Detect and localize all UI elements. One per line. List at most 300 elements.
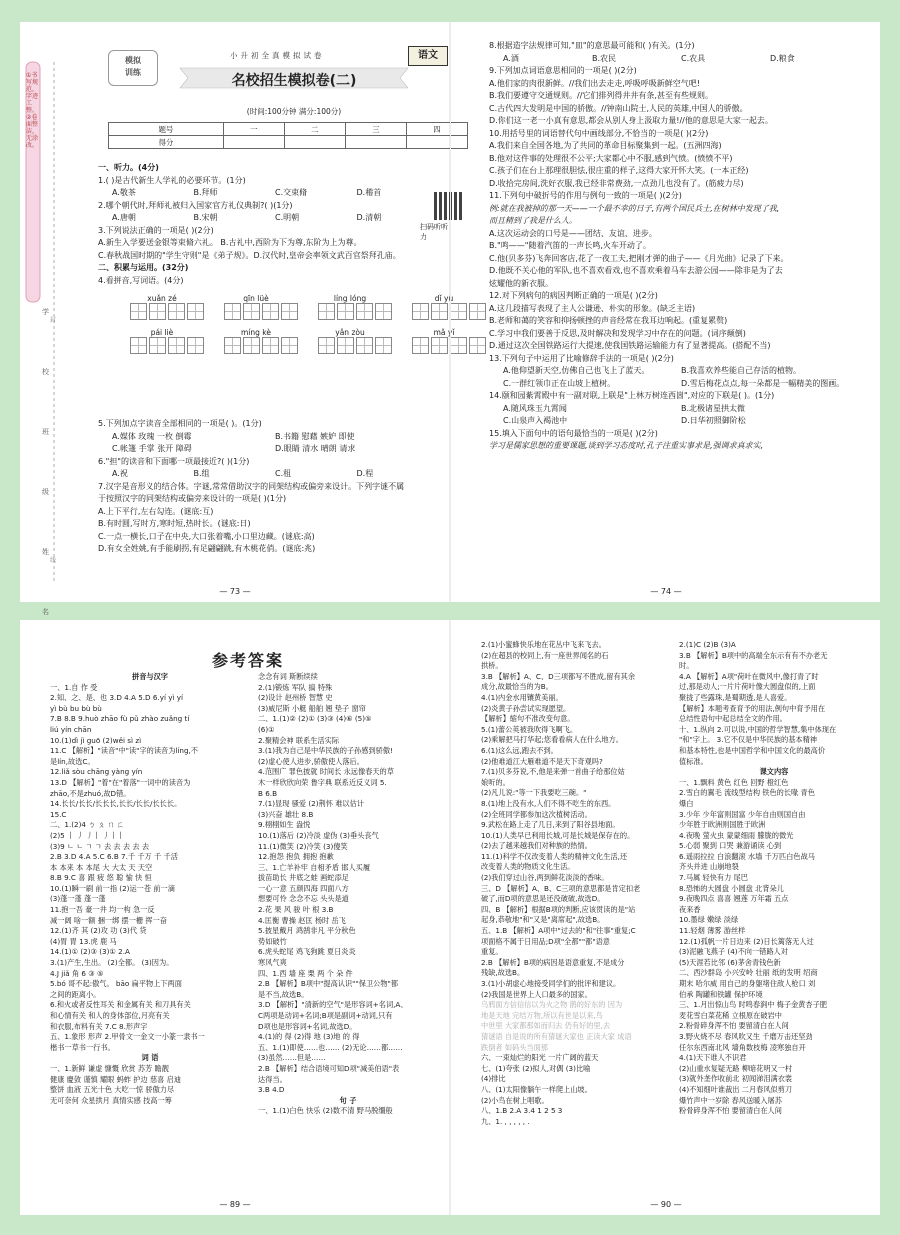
answer-line: 2.聚精会神 联系生活实际 <box>258 735 340 745</box>
answer-line: 之间的距离小。 <box>50 989 101 999</box>
option-text: C.明朝 <box>275 213 300 222</box>
answer-line: 3.野火烧不尽 春风吹又生 千磨万击还坚劲 <box>679 1031 813 1041</box>
question-line-options <box>98 443 438 456</box>
pinyin-grid <box>112 294 506 354</box>
answer-line: 7.(1)贝多芬说,不,他是来弹一首曲子给那位姑 <box>481 767 625 777</box>
answer-line: 9.栩栩如生 盎悦 <box>258 820 311 830</box>
answer-line: (2)山重水复疑无路 柳暗花明又一村 <box>679 1063 793 1073</box>
option-text: A.媒体 玫瑰 一枚 倒霉 <box>112 431 192 441</box>
answer-line: 10.(1)瞬一刷 前一指 (2)运一苍 前一滴 <box>50 883 175 893</box>
answer-line: 3.B 【解析】B项中的高端全东示有有不办老无 <box>679 650 828 660</box>
answer-line: 2.花 果 风 骏 叶 根 3.B <box>258 905 334 915</box>
answer-column-2 <box>258 672 438 1215</box>
question-line: A.新生入学要送金银等束脩六礼。 B.古礼中,西阶为下为尊,东阶为上为尊。 <box>98 238 362 247</box>
option-text: B.拜师 <box>193 188 218 197</box>
answer-line: (2)乘解把马打华起;您看看病人在什么地方。 <box>481 735 623 745</box>
answer-line: 四、1.西 墙 座 栗 两 个 朵 件 <box>258 968 353 978</box>
question-line-options <box>98 431 438 444</box>
question-line: C.一点一横长,口子在中央,大口张着嘴,小口里边藏。(谜底:高) <box>98 531 315 541</box>
pinyin-text: míng kè <box>241 328 271 337</box>
question-line: C.春秋战国时期的"学生守则"是《弟子规》。D.汉代时,皇帝会率领文武百官祭拜孔庙。 <box>98 250 401 260</box>
svg-text:封: 封 <box>50 317 57 324</box>
answer-line: 整饼 血液 五光十色 大吃一惊 骄傲力尽 <box>50 1085 175 1095</box>
answer-line: 13.D 【解析】"着"在"着落"一词中的读音为 <box>50 777 191 787</box>
question-line: 一、听力。(4分) <box>98 163 159 172</box>
answer-line: 二、西沙群岛 小兴安岭 壮丽 纸的发明 绍商 <box>679 968 818 978</box>
answer-line: 五、1.(1)即使……也…… (2)无论……都…… <box>258 1042 403 1052</box>
subject-badge: 语文 <box>408 46 448 66</box>
option-text: C.租 <box>275 469 292 478</box>
answer-line: 项面格不属于日用品;D项"全都""都"语意 <box>481 936 610 946</box>
answer-line: zhāo,不是zhuó,故D错。 <box>50 788 131 798</box>
question-line: B."鸣——"随着汽笛的一声长鸣,火车开动了。 <box>489 241 651 250</box>
answer-line: 10.(1)dì jì guō (2)wěi sì zì <box>50 735 142 745</box>
answer-line: 4.夜晚 萤火虫 蒙蒙细雨 朦胧的微光 <box>679 830 794 840</box>
question-line: B.有时圆,写时方,寒时短,热时长。(谜底:日) <box>98 519 251 528</box>
answer-line: 2.知、之、是、也 3.D 4.A 5.D 6.yí yì yí <box>50 693 184 703</box>
question-line: 4.看拼音,写词语。(4分) <box>98 275 184 285</box>
answer-line: 14.(1)① (2)③ (3)① 2.A <box>50 947 130 957</box>
answer-line: 3.D 【解析】"清新的空气"是形容词+名词,A、 <box>258 1000 408 1010</box>
field-class: 班级 <box>42 428 49 496</box>
answer-line: 5.心弱 聚到 口哭 兼游诵读 心到 <box>679 841 782 851</box>
question-line: 3.下列说法正确的一项是( )(2分) <box>98 225 214 235</box>
answer-line: 乌鸦面方信信信以为火之物 鹊的好东的 因为 <box>481 1000 623 1010</box>
answer-line: 二、1.(2)4 ㄅ ㄆ ㄇ ㄈ <box>50 820 124 830</box>
question-line-options <box>489 365 859 378</box>
answer-line: 3.(1)我为自己是中华民族的子孙感到骄傲! <box>258 746 393 756</box>
pinyin-item <box>130 294 224 320</box>
answer-line: 值标准。 <box>679 756 708 766</box>
question-line: 5.下列加点字读音全部相同的一项是( )。(1分) <box>98 419 262 428</box>
answer-line: 任尔东西南北风 墙角数枝梅 凌寒独自开 <box>679 1042 806 1052</box>
section-heading: 词 语 <box>141 1053 159 1063</box>
answer-line: "和"字上。 3.它不仅是中华民族的基本精神 <box>679 735 817 745</box>
pinyin-text: dǐ yù <box>434 294 454 303</box>
option-text: D.粮食 <box>770 53 795 63</box>
question-line: D.他既不关心他的军队,也不喜欢看戏,也不喜欢乘着马车去游公园——除非是为了去 <box>489 266 783 275</box>
answer-line: 期末 哈尔威 用自己的身躯堵住敌人枪口 刘 <box>679 979 816 988</box>
answer-line: 2.雪白的翼毛 流线型结构 铁色的长喙 青色 <box>679 788 815 798</box>
answer-line: (2)全班同学都参加这次植树活动。 <box>481 809 592 819</box>
answer-line: 减一阔 啥一额 捆一绑 摆一栅 挥一奋 <box>50 915 167 925</box>
answer-line: 和衣服,布料有关 7.C 8.形声字 <box>50 1021 148 1031</box>
answer-line: (2)我们穿过山谷,两到鲜花淡淡的香味。 <box>481 873 609 883</box>
question-line: 7.汉字是音形义的结合体。字谜,常常借助汉字的同架结构或偏旁来设计。下列字谜不属 <box>98 481 405 491</box>
writing-grid[interactable] <box>130 337 224 354</box>
answer-line: (2)设计 赵州桥 智慧 史 <box>258 693 333 703</box>
answer-line: 12.(1)齐 其 (2)攻 功 (3)代 贷 <box>50 926 147 936</box>
series-title: 小升初全真模拟试卷 <box>230 51 325 60</box>
question-line: B.他对这件事的处理很不公平;大家都心中不服,感到气愤。(愤愤不平) <box>489 153 733 163</box>
answer-line: C两项是动词+名词;B项是副词+动词,只有 <box>258 1011 393 1020</box>
questions-block-2 <box>98 418 438 556</box>
answer-line: 7.B 8.B 9.huò zhāo fù pǔ zhào zuǎng tí <box>50 714 190 724</box>
answer-line: (3)就外垄作收前北 初闻涕泪满衣裳 <box>679 1074 793 1084</box>
question-line: A.这次运动会的口号是——团结、友谊、进步。 <box>489 228 657 238</box>
question-line: 2.哪个朝代时,拜师礼被归入国家官方礼仪典制?( )(1分) <box>98 200 293 210</box>
answer-line: 5.披星戴月 鸿鹄非凡 平分秋色 <box>258 926 356 936</box>
answer-line: (6)① <box>258 724 275 734</box>
answer-line: 2.B 【解析】B项的病因是语意重复,不是成分 <box>481 957 625 967</box>
answer-line: 一、1.飘料 黄色 红色 回野 橙红色 <box>679 777 789 787</box>
question-line-options <box>98 187 438 200</box>
answer-line: 娘听的。 <box>481 777 510 787</box>
answer-line: 改变着人类的物质文化生活。 <box>481 862 575 872</box>
answer-line: 念念有词 斯断续续 <box>258 672 318 681</box>
answer-line: 3.少年 少年富则国富 少年自由则国自由 <box>679 809 806 819</box>
answer-line: 6.和火或者反性耳关 和金属有关 和刀具有关 <box>50 1000 191 1010</box>
option-text: C.农具 <box>681 53 706 63</box>
answer-line: 猜谜语 自是说的所有猜谜大家也 正读大家 成语 <box>481 1031 632 1041</box>
answer-line: 爆白 <box>679 798 694 808</box>
answer-line: (2)去了越来越我们对种族的热情。 <box>481 841 592 851</box>
answer-line: 一、1.(1)白色 快乐 (2)数不清 野马脱缰般 <box>258 1106 393 1116</box>
question-line: A.他们家的肉很新鲜。//我们出去走走,呼吸呼吸新鲜空气吧! <box>489 78 701 88</box>
answer-line: 12.抱怨 抱负 拥抱 抱歉 <box>258 852 334 862</box>
answer-line: 3.B 4.D <box>258 1085 285 1095</box>
exam-title: 名校招生模拟卷(二) <box>231 73 357 89</box>
answer-line: 12.(1)孤帆一片日边来 (2)日长篱落无人过 <box>679 936 814 946</box>
question-line: 14.颐和园紫霄殿中有一副对联,上联是"上林万树连西崮",对应的下联是( )。(1分) <box>489 391 775 400</box>
answer-line: 聚拢了些露珠,是蜀期透,是人喜爱。 <box>679 692 792 702</box>
option-text: B.我喜欢养些能自己存活的植物。 <box>681 366 802 375</box>
answer-line: 伯承 陶罐和铁罐 保护环境 <box>679 989 763 999</box>
answer-column-3 <box>481 640 671 1215</box>
answer-line: 五、1.象形 形声 2.甲骨文一金文一小篆一隶书一 <box>50 1032 205 1042</box>
pinyin-text: qīn lüè <box>243 294 269 303</box>
question-line: 11.下列句中破折号的作用与例句一致的一项是( )(2分) <box>489 191 682 200</box>
option-text: D.稽首 <box>356 188 382 197</box>
option-text: C.山泉声入褐池中 <box>503 416 568 425</box>
answer-line: 少年胜于欧洲则国胜于欧洲 <box>679 820 766 830</box>
answer-line: 是不当,故选B。 <box>258 989 309 999</box>
answer-line: 5.bó 哥不起:傲气。 bāo 扁平物上下两面 <box>50 979 182 989</box>
answer-line: 14.长长/长长/长长长,长长/长长/长长长。 <box>50 799 182 809</box>
answer-line: 麦花雪白菜花稀 立根原在破岩中 <box>679 1010 782 1020</box>
answer-line: 破了,而D项的意思是还没破破,故选D。 <box>481 894 605 904</box>
answer-line: 三、D 【解析】A、B、C三项的意思都是肯定扣老 <box>481 883 641 893</box>
answer-line: (2)在超县的校同上,有一座世界闻名的石 <box>481 650 609 660</box>
answer-line: 6.遥雨拉拉 白浪翻滚 水墙 千万匹白色战马 <box>679 851 815 861</box>
answer-line: 二、1.(1)② (2)① (3)③ (4)⑥ (5)⑤ <box>258 714 372 724</box>
answer-line: (5)天涯若比邻 (6)茅舍青钱色新 <box>679 957 781 967</box>
question-line: 二、积累与运用。(32分) <box>98 263 189 272</box>
answer-line: 4.范围广 罪色披就 时间长 永远像春天的草 <box>258 767 394 777</box>
answer-line: (4)不知细叶谁裁出 二月春风似剪刀 <box>679 1084 793 1094</box>
answer-line: 6.(1)这么远,跑去不到。 <box>481 745 558 755</box>
pinyin-text: yǎn zòu <box>335 328 365 337</box>
pinyin-text: líng lóng <box>333 294 367 303</box>
answer-line: 4.匡衡 曹操 赵匡 杨时 岳飞 <box>258 915 346 925</box>
questions-block-1 <box>98 162 438 287</box>
writing-grid[interactable] <box>224 303 318 320</box>
option-text: A.酒 <box>503 53 519 63</box>
page-number: — 89 — <box>219 1200 251 1209</box>
answer-line: 八、(1)太阳像躺午一样爬上山坡。 <box>481 1084 592 1094</box>
pinyin-text: xuǎn zé <box>147 294 177 303</box>
answer-line: 【解析】缩句不准改变句意。 <box>481 714 575 724</box>
section-heading: 拼音与汉字 <box>132 672 168 681</box>
answer-line: 7.马属 轻快有力 尾巴 <box>679 873 748 883</box>
answer-line: 一、1.自 作 受 <box>50 682 98 692</box>
answer-line: 过,那是动人;一片片荷叶像大圆盘似的,上面 <box>679 682 816 692</box>
answer-line: (3)威尼斯 小艇 船舶 翘 垫子 窗帘 <box>258 703 366 713</box>
question-line-options <box>489 53 859 66</box>
writing-grid[interactable] <box>318 303 412 320</box>
question-line: B.老师和蔼的笑容和抑扬顿挫的声音经常在我耳边响起。(重复累赘) <box>489 316 728 325</box>
answer-line: 想要可怜 念念不忘 头头是道 <box>258 894 349 904</box>
answer-line: (2)5 丨 丿 丿丨 丿丨丨 <box>50 830 125 840</box>
answer-line: (2)凡儿说:"等一下我要吃三碗。" <box>481 788 587 798</box>
answer-line: 跌倒者 如码头当面那 <box>481 1042 548 1052</box>
answer-line: (2)他难道江大雁难道不是天下奇观吗? <box>481 756 603 766</box>
answer-line: 四、B 【解析】根据B项的判断,应该贯读的是"站 <box>481 904 636 914</box>
question-line: 炫耀他的新衣服。 <box>489 278 553 288</box>
question-line: D.通过这次全国铁路运行大提速,使我国铁路运输能力有了显著提高。(搭配不当) <box>489 341 771 350</box>
answer-line: 九、1. , , , , , . <box>481 1116 530 1126</box>
question-line: 10.用括号里的词语替代句中画线部分,不恰当的一项是( )(2分) <box>489 128 709 138</box>
pinyin-item <box>318 328 412 354</box>
answer-line: 成分,故最恰当的为B。 <box>481 682 553 692</box>
page-number: — 90 — <box>650 1200 682 1209</box>
question-line: A.这几段描写表现了主人公谦逊、朴实的形象。(缺乏主语) <box>489 303 696 313</box>
question-line: 9.下列加点词语意思相同的一项是( )(2分) <box>489 66 637 75</box>
answer-line: (2)炎黄子孙尝试实现愿望。 <box>481 703 571 713</box>
answer-line: 时。 <box>679 661 694 671</box>
question-line: D.有女全姓姚,有手能刷拐,有足翩翩跳,有木桃花俏。(谜底:兆) <box>98 544 316 553</box>
answer-line: 夜来香 <box>679 904 701 914</box>
field-name: 姓名 <box>42 548 49 616</box>
question-line-options <box>98 212 438 225</box>
pinyin-item <box>224 294 318 320</box>
answer-line: 本 本来 本 本尾 大 大太 天 天空 <box>50 862 153 872</box>
option-text: D.清朝 <box>356 213 382 222</box>
option-text: B.宋朝 <box>193 213 218 222</box>
answer-line: 2.B 【解析】结合语境可知D项"减美伯语"表 <box>258 1063 400 1073</box>
questions-block-3 <box>489 40 859 453</box>
option-text: C.交束脩 <box>275 188 308 197</box>
answer-line: 11.C 【解析】"读音"中"读"字的读音为líng,不 <box>50 746 198 756</box>
question-line: 6."担"的读音和下面哪一项最接近?( )(1分) <box>98 456 250 466</box>
question-line: D.你们这一老一小真有意思,都会从别人身上汲取力量!//他的意思是大家一起去。 <box>489 116 773 125</box>
section-heading: 课文内容 <box>759 767 789 777</box>
answer-line: (3)泥融飞燕子 (4)不向一错路人对 <box>679 947 788 957</box>
answer-line: 八、1.B 2.A 3.4 1 2 5 3 <box>481 1106 563 1116</box>
answer-line: 4.(1)天下谁人不识君 <box>679 1053 747 1063</box>
page-number: — 74 — <box>650 587 682 596</box>
pinyin-item <box>318 294 412 320</box>
answer-line: (3)兴奋 雄壮 8.B <box>258 809 314 819</box>
option-text: C.一群红领巾正在山坡上植树。 <box>503 378 616 388</box>
answer-line: 10.(1)人类早已利用长城,可是长城是保存在的。 <box>481 830 635 840</box>
answer-line: 2.粉骨碎身浑不怕 要留清白在人间 <box>679 1021 789 1031</box>
question-line: C.孩子们在台上那理很胆怯,很庄重的样子,这得大家开怀大笑。(一本正经) <box>489 166 749 175</box>
pinyin-text: mǎ yǐ <box>433 328 455 337</box>
answer-line: 4.A 【解析】A项"荷叶在微风中,像打青了时 <box>679 671 819 681</box>
option-text: A.随风珠玉九霄闻 <box>503 403 567 413</box>
answer-line: 7.(1)显现 骚爱 (2)荆怀 难以估计 <box>258 799 364 809</box>
pinyin-item <box>224 328 318 354</box>
answer-line: 2.(1)锻炼 军队 搞 特殊 <box>258 682 333 692</box>
answer-line: 达得当。 <box>258 1074 287 1084</box>
question-line: 学习是儒家思想的重要课题,谈到学习态度时,孔子注重实事求是,强调求真求实, <box>489 441 764 450</box>
option-text: B.书籍 慰藉 嫉妒 即使 <box>275 431 355 441</box>
answer-line: 十、1.纵向 2.可以说,中国的哲学智慧,集中体现在 <box>679 724 837 734</box>
answer-line: 6.虎头蛇尾 鸡飞狗跳 夏日炎炎 <box>258 947 356 957</box>
answer-line: 11.轻烟 薄雾 游丝样 <box>679 926 746 936</box>
answer-line: 三、1.月出惊山鸟 时鸣春涧中 梅子金黄杏子肥 <box>679 1000 827 1010</box>
question-line: C.学习中我们要善于反思,及时解决和发现学习中存在的问题。(词序颠倒) <box>489 328 746 338</box>
answer-line: 9.夜晚四点 喜喜 翘莲 万年霜 五点 <box>679 894 789 904</box>
exam-page-74 <box>450 22 881 602</box>
question-line: 于按照汉字的同架结构或偏旁来设计的一项是( )(1分) <box>98 494 287 503</box>
writing-grid[interactable] <box>130 303 224 320</box>
option-text: D.程 <box>356 469 374 478</box>
exam-subtitle: (时间:100分钟 满分:100分) <box>246 107 342 116</box>
option-text: D.眼睛 清水 晴朗 请求 <box>275 444 356 453</box>
option-text: A.唐朝 <box>112 213 136 222</box>
question-line-options <box>489 403 859 416</box>
option-text: D.日华初照御阶松 <box>681 416 746 425</box>
question-line: D.收拾完房间,洗好衣服,我已经非常费劲,一点劲儿也没有了。(筋疲力尽) <box>489 178 744 188</box>
answer-line: 2.(1)C (2)B (3)A <box>679 640 736 649</box>
answer-line: 七、(1)夸张 (2)拟人,对偶 (3)比喻 <box>481 1063 591 1073</box>
question-line: B.我们要遵守交通规则。//它们排列得井井有条,甚至有些规则。 <box>489 91 713 100</box>
answer-line: 和基本特性,也是中国哲学和中国文化的最高价 <box>679 745 826 755</box>
writing-grid[interactable] <box>318 337 412 354</box>
answer-line: 2.(1)小蜜蜂快乐地在花丛中飞来飞去。 <box>481 640 606 649</box>
score-table: 题号 一 二 三 四 得分 <box>108 122 468 149</box>
simulation-stamp: 模拟 训练 <box>108 50 158 86</box>
question-line-options <box>98 468 438 481</box>
answer-page-89 <box>20 620 450 1215</box>
answer-line: 9.武松在路上走了几日,来到了阳谷县地面。 <box>481 820 620 830</box>
answer-line: 势如破竹 <box>258 936 287 946</box>
answer-line: (4)胃 胃 13.虎 鹿 马 <box>50 936 117 946</box>
answer-line: 11.(1)微笑 (2)冷笑 (3)傻笑 <box>258 841 348 851</box>
answer-line: 粉骨碎身浑不怕 要留清白在人间 <box>679 1106 782 1116</box>
answer-line: yì bù bu bù bù <box>50 703 102 713</box>
answer-line: 残缺,故选B。 <box>481 968 525 978</box>
answer-line: 中世里 大家都那如而归去 仍有好的里,去 <box>481 1021 611 1031</box>
question-line: A.我们来自全国各地,为了共同的革命目标聚集到一起。(五洲四海) <box>489 141 722 150</box>
answer-line: 楷书一草书一行书。 <box>50 1042 115 1052</box>
option-text: B.农民 <box>592 53 617 63</box>
answer-line: 一、1.新鲜 谦虚 慷慨 欣赏 苏芳 瞻靓 <box>50 1063 169 1073</box>
question-line-options <box>489 378 859 391</box>
option-text: D.雪后梅花点点,每一朵都是一幅精美的图画。 <box>681 378 845 388</box>
answer-line: 起身,恭敬地"和"又是"离席起",故选B。 <box>481 915 605 925</box>
answer-line: 3.(1)小胡虚心地接受同学们的批评和建议。 <box>481 979 621 988</box>
question-line: 8.根据造字法规律可知,"皿"的意思最可能和( )有关。(1分) <box>489 41 695 50</box>
answer-line: 总结性语句中起总结全文的作用。 <box>679 714 787 724</box>
answer-line: 4.J jiǎ 角 6 ③ ⑤ <box>50 968 104 978</box>
answer-line: 5.(1)蕾公英被我吹得飞啊飞。 <box>481 724 578 734</box>
answer-line: 健康 慶敛 谨慎 耀眼 蚂蚱 护边 慈喜 启迪 <box>50 1074 181 1084</box>
answer-column-4 <box>679 640 869 1215</box>
question-line: 13.下列句子中运用了比喻修辞手法的一项是( )(2分) <box>489 353 674 363</box>
answers-title: 参考答案 <box>212 651 285 670</box>
answer-line: 8.B 9.C 喜 跟 疲 悠 聪 愉 快 恒 <box>50 873 152 883</box>
answer-line: 12.liǎ sòu chāng yàng yín <box>50 767 143 777</box>
answer-line: 11.(1)科学不仅改变着人类的精神文化生活,还 <box>481 851 628 861</box>
svg-text:线: 线 <box>50 557 57 564</box>
answer-line: 寒风气爽 <box>258 958 287 968</box>
exam-page-73 <box>20 22 455 616</box>
pinyin-text: pái liè <box>150 328 174 337</box>
question-line: A.上下平行,左右勾连。(谜底:互) <box>98 506 214 516</box>
answer-line: 齐头并进 山崩地裂 <box>679 862 739 872</box>
answer-line: (3)9 ㄴ ㄴ ㄱ ㄱ 去 去 去 去 去 <box>50 841 150 851</box>
answer-line: (4)排比 <box>481 1074 506 1084</box>
answer-line: (3)蓬一蓬 蓬一蓬 <box>50 894 106 904</box>
answer-line: (2)我国是世界上人口最多的国家。 <box>481 989 592 999</box>
qr-label: 扫码听听力 <box>420 223 448 241</box>
answer-line: 11.抱一吾 豪一井 均一构 急一反 <box>50 905 155 915</box>
answer-line: 【解析】本题考查育予的用法,例句中育予用在 <box>679 703 826 713</box>
answer-line: 地是天地 完结万物,所以有世是以来,鸟 <box>481 1010 603 1020</box>
question-line-options <box>489 415 859 428</box>
answer-line: 三、1.亡羊补牢 自相矛盾 邯人买履 <box>258 862 371 872</box>
question-line: 1.( )是古代新生人学礼的必要环节。(1分) <box>98 175 246 185</box>
sidebar-rules: ①书写规范，字迹工整。②卷面整洁，无涂改。 <box>26 72 39 149</box>
answer-line: (2)虚心使人进步,骄傲使人落后。 <box>258 756 364 766</box>
writing-grid[interactable] <box>224 337 318 354</box>
question-line: C.古代四大发明是中国的骄傲。//钟南山院士,人民的英雄,中国人的骄傲。 <box>489 103 748 113</box>
answer-line: 拔苗助长 井底之蛙 画蛇添足 <box>258 873 349 883</box>
answer-line: 4.(1)的 得 (2)得 地 (3)地 的 得 <box>258 1032 360 1042</box>
answer-line: 拱桥。 <box>481 661 503 671</box>
answer-line: liú yín chān <box>50 724 92 734</box>
section-heading: 句 子 <box>339 1095 357 1105</box>
answer-line: B 6.B <box>258 788 278 798</box>
option-text: A.他仰望新天空,仿佛自己也飞上了蓝天。 <box>503 366 650 375</box>
answer-line: 2.B 【解析】B项中"提高认识""保卫公物"都 <box>258 979 399 989</box>
answer-line: (2)小鸟在树上唱歌。 <box>481 1095 549 1105</box>
exam-spread <box>20 22 880 616</box>
answer-line: 2.B 3.D 4.A 5.C 6.B 7.千 千万 千 千活 <box>50 852 178 862</box>
answer-line: 重复。 <box>481 947 503 957</box>
answer-line: (3)虽然……但是…… <box>258 1053 326 1063</box>
question-line: 12.对下列病句的病因判断正确的一项是( )(2分) <box>489 291 658 300</box>
answer-line: D项也是形容词+名词,故选D。 <box>258 1021 357 1031</box>
answer-line: 3.B 【解析】A、C、D三项都写不胜成,留有其余 <box>481 671 636 681</box>
answer-line: 无可奈何 众星拱月 真情实感 技高一筹 <box>50 1095 172 1105</box>
answer-page-90 <box>450 620 881 1215</box>
answer-line: 3.(1)产生,生出。 (2)全都。 (3)因为。 <box>50 958 174 968</box>
answer-line: 10.墨绿 嫩绿 淡绿 <box>679 915 739 925</box>
question-line: 例:就在我被掉的那一天——一个最不幸的日子,有两个国民兵士,在树林中发现了我, <box>489 203 780 213</box>
answer-spread <box>20 620 880 1215</box>
field-school: 学校 <box>42 308 49 376</box>
answer-line: 一心一意 五颜四海 四面八方 <box>258 883 349 893</box>
answer-line: 爆竹声中一岁除 春风送暖入屠苏 <box>679 1095 782 1105</box>
option-text: C.帐篷 手掌 张开 障碍 <box>112 444 192 453</box>
question-line: C.他(贝多芬)飞奔回客店,花了一夜工夫,把刚才弹的曲子——《月光曲》记录了下来。 <box>489 253 789 263</box>
answer-line: 木一样欣欣向荣 鲁字典 联系近反义词 5. <box>258 777 387 787</box>
option-text: B.北极诸星拱太微 <box>681 403 746 413</box>
answer-line: 六、一束灿烂的阳光 一片广阔的蓝天 <box>481 1053 599 1063</box>
page-number: — 73 — <box>219 587 251 596</box>
answer-line: 8.(1)地上没有水,人们不得不吃生的东西。 <box>481 798 616 808</box>
answer-line: 8.恐怖的大圆盘 小圆盘 北背朵儿 <box>679 883 784 893</box>
option-text: A.祝 <box>112 469 128 478</box>
option-text: B.组 <box>193 469 210 478</box>
question-line: 而且精到了我是什么人。 <box>489 216 577 225</box>
pinyin-item <box>130 328 224 354</box>
answer-column-1 <box>50 672 250 1215</box>
